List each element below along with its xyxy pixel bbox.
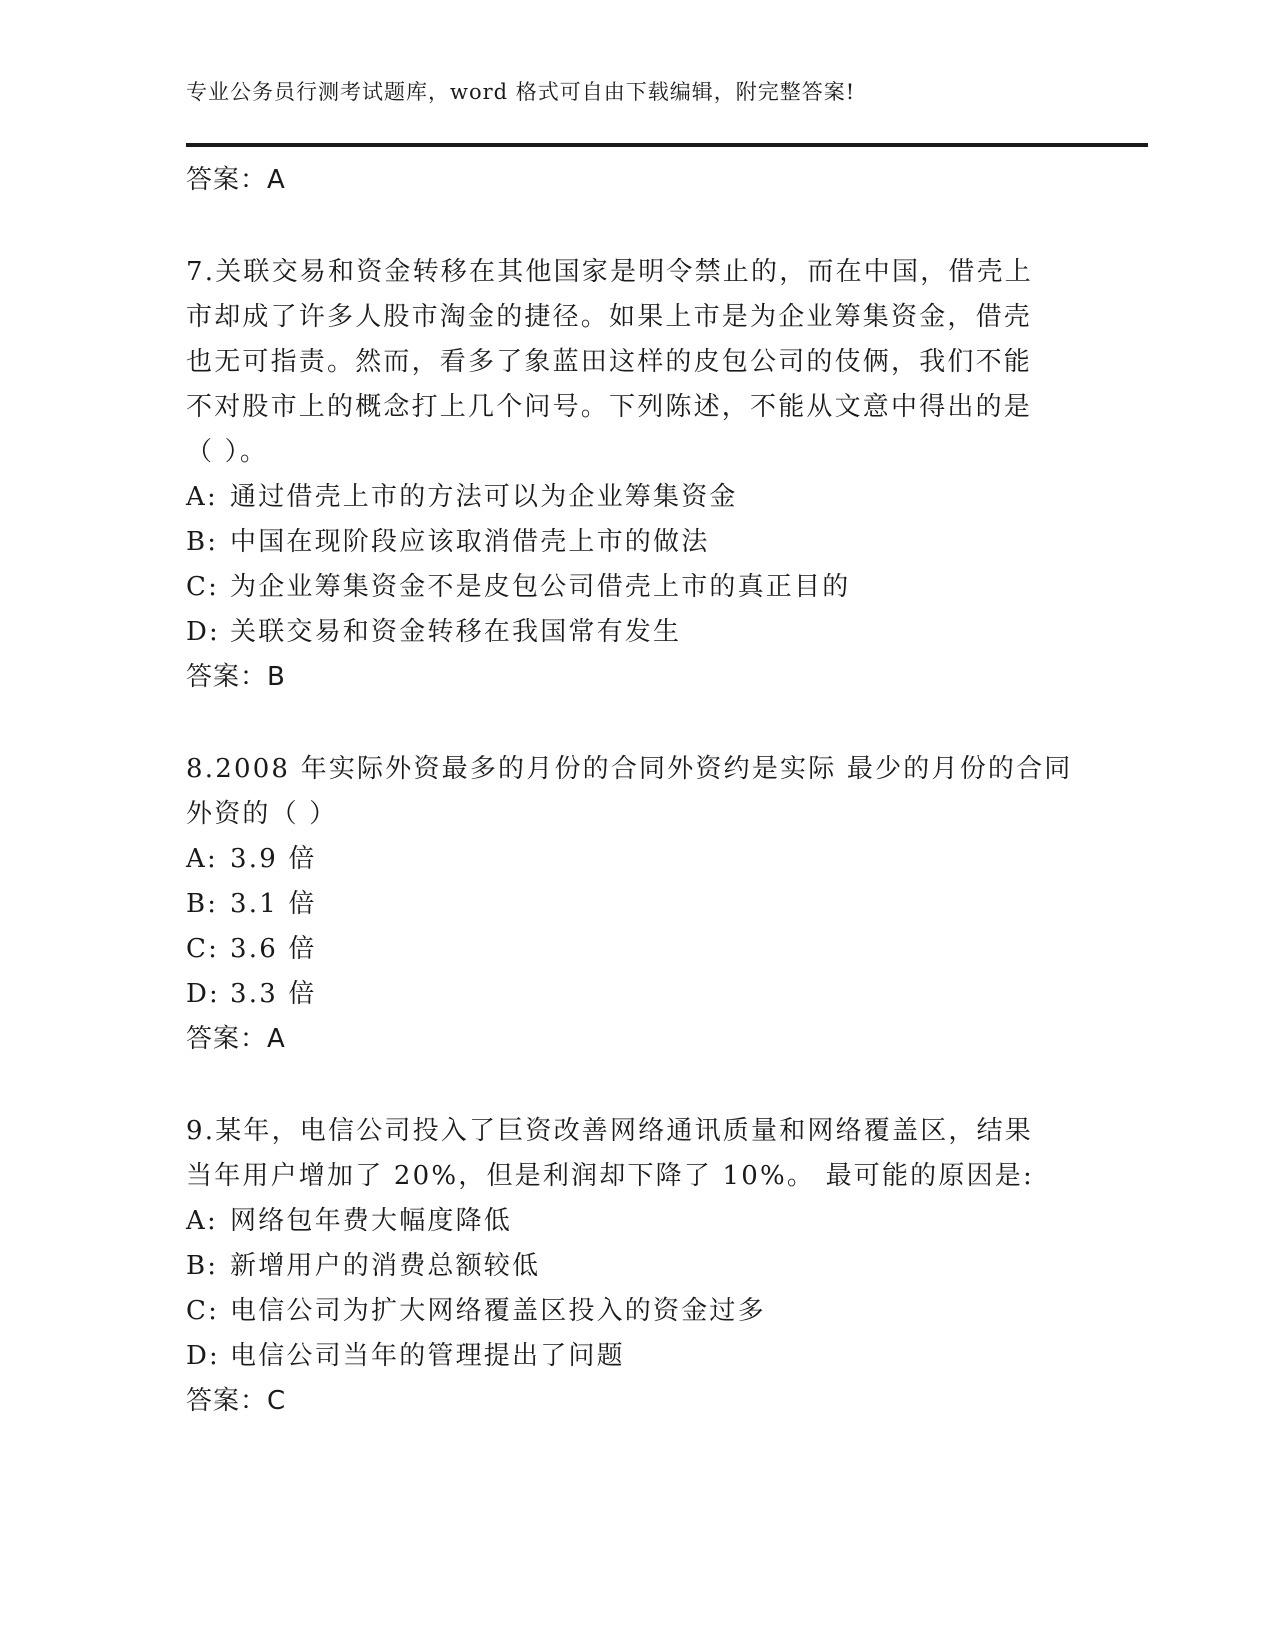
option-text: 为企业筹集资金不是皮包公司借壳上市的真正目的 xyxy=(230,572,851,602)
option-label: B: xyxy=(186,889,219,919)
option-label: C: xyxy=(186,1296,220,1326)
option-text: 新增用户的消费总额较低 xyxy=(230,1251,541,1281)
option-text: 电信公司当年的管理提出了问题 xyxy=(230,1341,625,1371)
question-9-option-c xyxy=(186,1289,1086,1334)
question-7-line-4: 不对股市上的概念打上几个问号。下列陈述，不能从文意中得出的是 xyxy=(186,392,1033,422)
option-text: 中国在现阶段应该取消借壳上市的做法 xyxy=(230,527,710,557)
question-7-answer: 答案：B xyxy=(186,662,286,692)
option-label: B: xyxy=(186,1251,219,1281)
option-text: 电信公司为扩大网络覆盖区投入的资金过多 xyxy=(230,1296,766,1326)
question-8-option-a xyxy=(186,837,1086,882)
question-9-option-b xyxy=(186,1244,1086,1289)
question-9-line-2: 当年用户增加了 20%，但是利润却下降了 10%。 最可能的原因是: xyxy=(186,1161,1034,1191)
option-label: B: xyxy=(186,527,219,557)
content-body xyxy=(186,158,1086,1424)
question-8-answer: 答案：A xyxy=(186,1024,286,1054)
option-label: A: xyxy=(186,844,218,874)
option-label: A: xyxy=(186,482,218,512)
question-7 xyxy=(186,250,1086,700)
option-text: 3.3 倍 xyxy=(230,979,317,1009)
option-text: 3.9 倍 xyxy=(230,844,317,874)
spacer xyxy=(186,700,1086,747)
question-9 xyxy=(186,1109,1086,1424)
option-text: 通过借壳上市的方法可以为企业筹集资金 xyxy=(230,482,738,512)
question-7-option-d xyxy=(186,610,1086,655)
option-label: D: xyxy=(186,979,221,1009)
question-9-line-1: 9.某年，电信公司投入了巨资改善网络通讯质量和网络覆盖区，结果 xyxy=(186,1116,1034,1146)
option-text: 3.1 倍 xyxy=(230,889,317,919)
header-rule xyxy=(186,143,1148,147)
page-header: 专业公务员行测考试题库，word 格式可自由下载编辑，附完整答案! xyxy=(186,80,856,104)
question-8-option-b xyxy=(186,882,1086,927)
question-7-option-c xyxy=(186,565,1086,610)
question-9-answer: 答案：C xyxy=(186,1386,287,1416)
option-text: 3.6 倍 xyxy=(230,934,317,964)
question-8-line-1: 8.2008 年实际外资最多的月份的合同外资约是实际 最少的月份的合同 xyxy=(186,754,1073,784)
question-9-option-d xyxy=(186,1334,1086,1379)
question-7-line-2: 市却成了许多人股市淘金的捷径。如果上市是为企业筹集资金，借壳 xyxy=(186,302,1033,332)
question-7-option-a xyxy=(186,475,1086,520)
question-7-line-3: 也无可指责。然而，看多了象蓝田这样的皮包公司的伎俩，我们不能 xyxy=(186,347,1033,377)
question-8-option-d xyxy=(186,972,1086,1017)
option-label: C: xyxy=(186,572,220,602)
option-label: C: xyxy=(186,934,220,964)
question-9-option-a xyxy=(186,1199,1086,1244)
question-7-option-b xyxy=(186,520,1086,565)
option-label: A: xyxy=(186,1206,218,1236)
option-label: D: xyxy=(186,1341,221,1371)
option-text: 网络包年费大幅度降低 xyxy=(230,1206,513,1236)
previous-answer: 答案：A xyxy=(186,165,286,195)
question-8 xyxy=(186,747,1086,1062)
question-8-option-c xyxy=(186,927,1086,972)
spacer xyxy=(186,203,1086,250)
spacer xyxy=(186,1062,1086,1109)
question-8-line-2: 外资的（ ） xyxy=(186,799,338,829)
question-7-line-1: 7.关联交易和资金转移在其他国家是明令禁止的，而在中国，借壳上 xyxy=(186,257,1034,287)
option-text: 关联交易和资金转移在我国常有发生 xyxy=(230,617,682,647)
option-label: D: xyxy=(186,617,221,647)
question-7-line-5: （ ）。 xyxy=(186,437,269,467)
